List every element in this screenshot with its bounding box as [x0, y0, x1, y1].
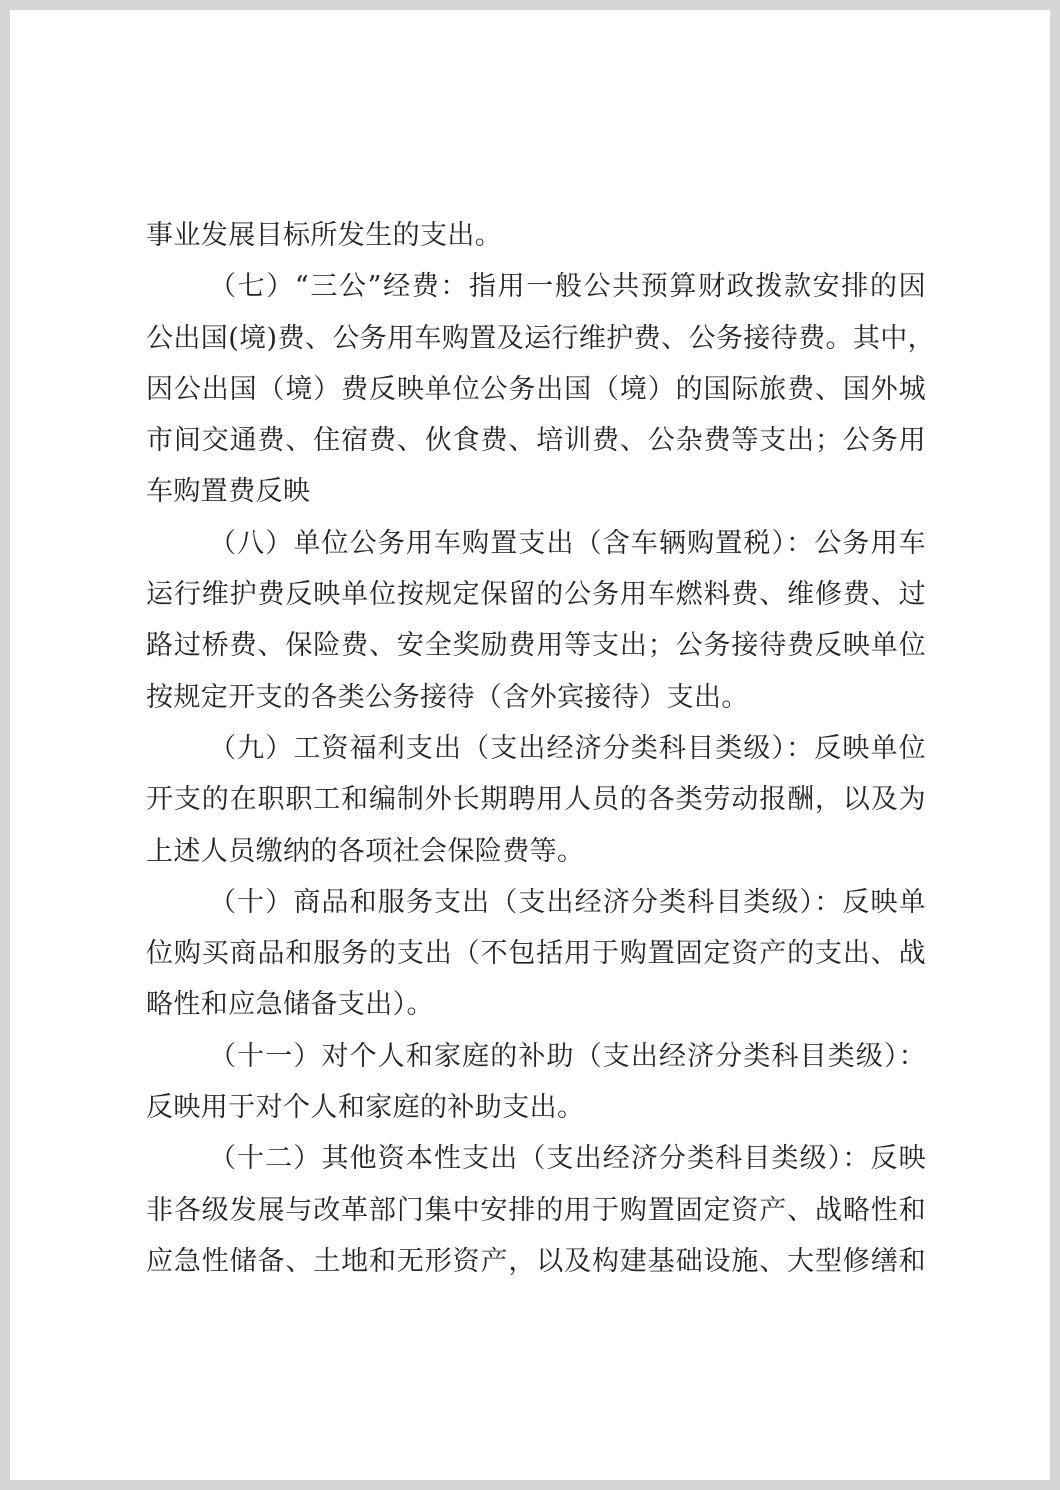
paragraph-heading-11: （十一）对个人和家庭的补助（支出经济分类科目类级）： — [209, 1040, 926, 1072]
paragraph-heading-12: （十二）其他资本性支出（支出经济分类科目类级）：反映 — [209, 1143, 926, 1175]
text-line: 因公出国（境）费反映单位公务出国（境）的国际旅费、国外城 — [146, 373, 926, 405]
text-line: 非各级发展与改革部门集中安排的用于购置固定资产、战略性和 — [146, 1194, 926, 1226]
text-line: 事业发展目标所发生的支出。 — [146, 220, 503, 251]
paragraph-heading-7: （七）“三公”经费：指用一般公共预算财政拨款安排的因 — [209, 271, 926, 303]
text-line: 略性和应急储备支出）。 — [146, 989, 434, 1021]
text-line: 路过桥费、保险费、安全奖励费用等支出；公务接待费反映单位 — [146, 630, 926, 662]
text-line: 位购买商品和服务的支出（不包括用于购置固定资产的支出、战 — [146, 938, 926, 970]
body-text — [146, 210, 936, 1287]
text-line: 反映用于对个人和家庭的补助支出。 — [146, 1092, 585, 1124]
text-line: 上述人员缴纳的各项社会保险费等。 — [146, 835, 585, 867]
text-line: 市间交通费、住宿费、伙食费、培训费、公杂费等支出；公务用 — [146, 425, 926, 457]
paragraph-heading-10: （十）商品和服务支出（支出经济分类科目类级）：反映单 — [209, 886, 926, 918]
paragraph-heading-9: （九）工资福利支出（支出经济分类科目类级）：反映单位 — [209, 732, 926, 764]
text-line: 应急性储备、土地和无形资产，以及构建基础设施、大型修缮和 — [146, 1245, 926, 1277]
text-line: 开支的在职职工和编制外长期聘用人员的各类劳动报酬，以及为 — [146, 784, 926, 816]
text-line: 公出国(境)费、公务用车购置及运行维护费、公务接待费。其中， — [146, 322, 936, 354]
text-line: 车购置费反映 — [146, 476, 311, 508]
document-page — [10, 10, 1050, 1480]
paragraph-heading-8: （八）单位公务用车购置支出（含车辆购置税）：公务用车 — [209, 527, 926, 559]
text-line: 按规定开支的各类公务接待（含外宾接待）支出。 — [146, 681, 749, 713]
text-line: 运行维护费反映单位按规定保留的公务用车燃料费、维修费、过 — [146, 579, 926, 611]
